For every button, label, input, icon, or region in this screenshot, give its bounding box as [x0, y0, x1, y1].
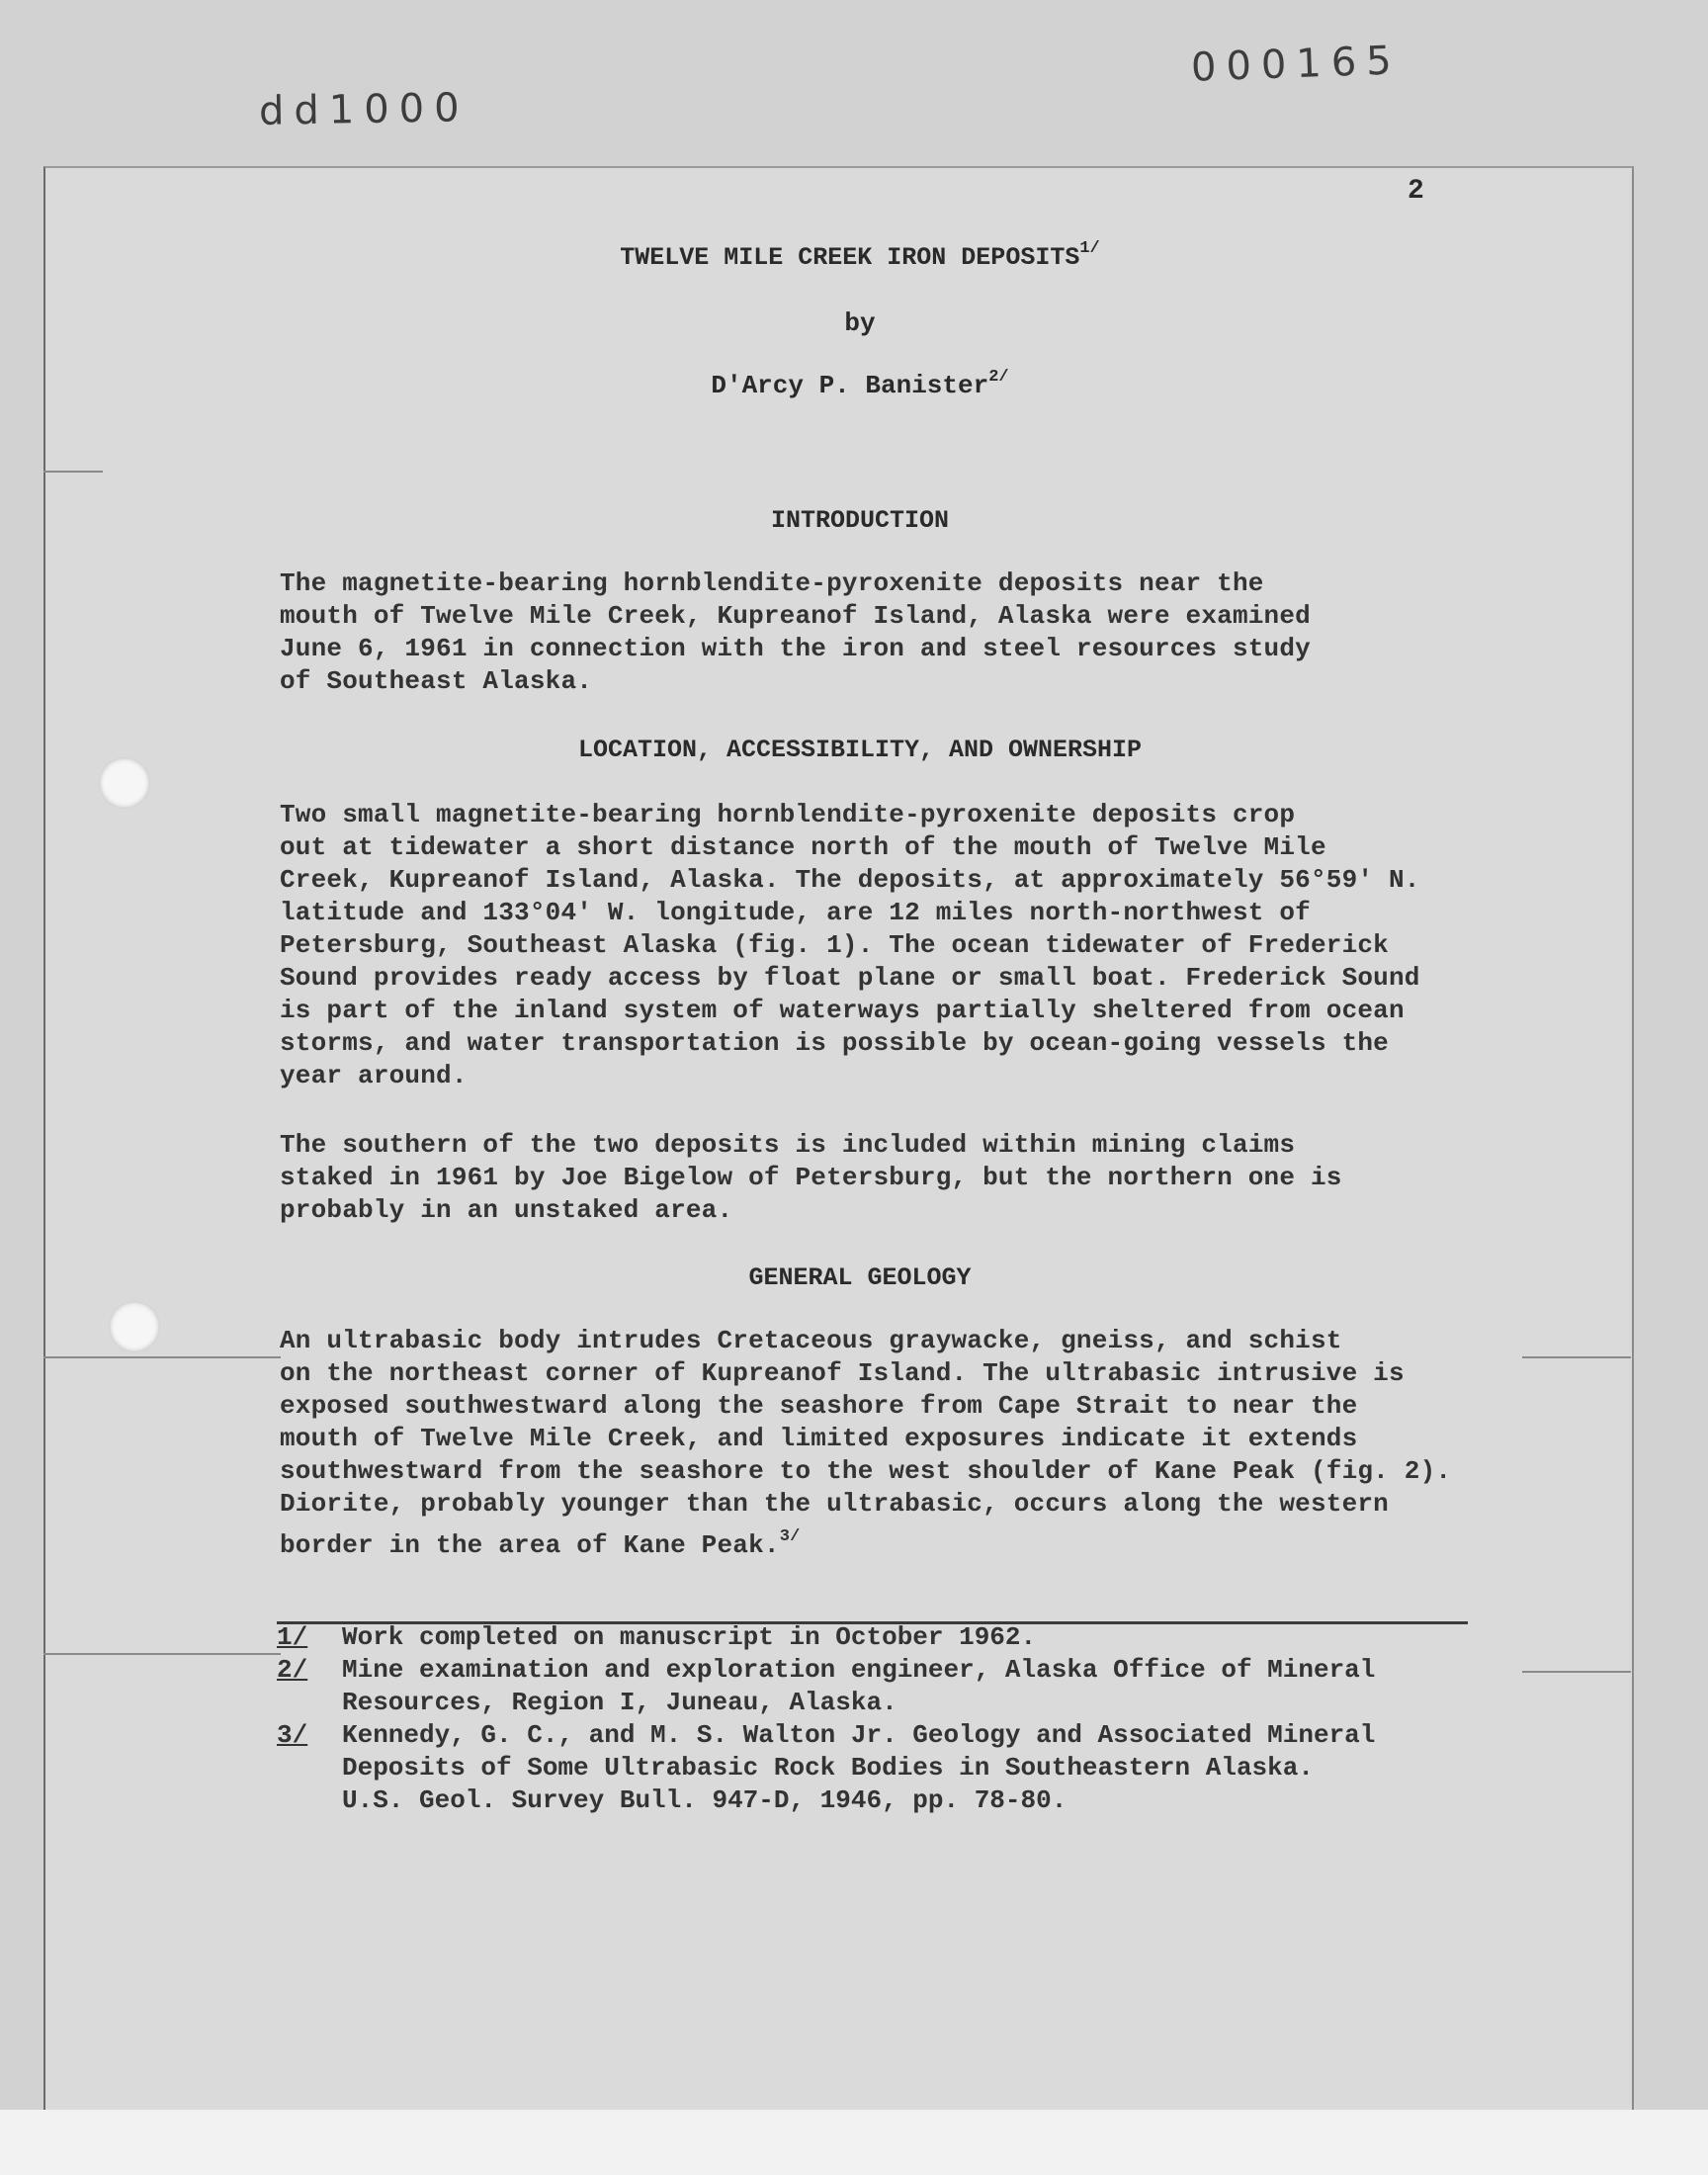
- edge-mark: [43, 1356, 281, 1358]
- author: [277, 368, 1443, 400]
- edge-mark: [43, 471, 103, 473]
- footnote-text: Mine examination and exploration engineer, Alaska Office of Mineral Resources, Region I, Juneau, Alaska.: [342, 1655, 1376, 1717]
- page-number: 2: [1408, 176, 1424, 207]
- document-title: [277, 239, 1443, 272]
- paragraph-location-1: Two small magnetite-bearing hornblendite-pyroxenite deposits crop out at tidewater a short distance north of the mouth of Twelve Mile Creek, Kupreanof Island, Alaska. The deposits, at approximately 56°59' N. latitude and 133°04' W. longitude, are 12 miles north-northwest of Petersburg, Southeast Alaska (fig. 1). The ocean tidewater of Frederick Sound provides ready access by float plane or small boat. Frederick Sound is part of the inland system of waterways partially sheltered from ocean storms, and water transportation is possible by ocean-going vessels the year around.: [280, 800, 1420, 1090]
- footnote-text: Kennedy, G. C., and M. S. Walton Jr. Geology and Associated Mineral Deposits of Some Ultrabasic Rock Bodies in Southeastern Alaska. U.S. Geol. Survey Bull. 947-D, 1946, pp. 78-80.: [342, 1720, 1376, 1815]
- handwritten-stamp-left: dd1000: [258, 85, 470, 134]
- footnotes: [277, 1621, 1542, 1817]
- punch-hole: [109, 1301, 160, 1352]
- punch-hole: [99, 757, 150, 809]
- footnote-text: Work completed on manuscript in October 1962.: [342, 1622, 1037, 1652]
- paragraph-introduction: The magnetite-bearing hornblendite-pyroxenite deposits near the mouth of Twelve Mile Creek, Kupreanof Island, Alaska were examined June 6, 1961 in connection with the iron and steel resources study of Southeast Alaska.: [280, 568, 1311, 696]
- footnote: [277, 1719, 1542, 1817]
- heading-introduction: INTRODUCTION: [770, 506, 950, 535]
- edge-mark: [43, 1653, 281, 1655]
- byline: by: [844, 308, 876, 338]
- footnote: [277, 1654, 1542, 1719]
- author-name: D'Arcy P. Banister: [711, 371, 989, 400]
- heading-location: LOCATION, ACCESSIBILITY, AND OWNERSHIP: [577, 736, 1143, 764]
- footnote-mark: 3/: [277, 1720, 308, 1750]
- title-footnote-ref: 1/: [1079, 239, 1100, 258]
- edge-mark: [1522, 1356, 1631, 1358]
- paragraph-location-2: The southern of the two deposits is included within mining claims staked in 1961 by Joe Bigelow of Petersburg, but the northern one is probably in an unstaked area.: [280, 1130, 1342, 1225]
- geology-footnote-ref: 3/: [779, 1527, 801, 1546]
- geology-text: An ultrabasic body intrudes Cretaceous graywacke, gneiss, and schist on the northeast corner of Kupreanof Island. The ultrabasic intrusive is exposed southwestward along the seashore from Cape Strait to near the mouth of Twelve Mile Creek, and limited exposures indicate it extends southwestward from the seashore to the west shoulder of Kane Peak (fig. 2). Diorite, probably younger than the ultrabasic, occurs along the western border in the area of Kane Peak.: [280, 1326, 1452, 1560]
- footnote: [277, 1621, 1542, 1654]
- scan-margin: [0, 2110, 1708, 2175]
- handwritten-stamp-right: 000165: [1190, 38, 1403, 91]
- author-footnote-ref: 2/: [988, 368, 1009, 387]
- heading-general-geology: GENERAL GEOLOGY: [748, 1263, 972, 1292]
- title-text: TWELVE MILE CREEK IRON DEPOSITS: [620, 243, 1080, 272]
- footnote-mark: 2/: [277, 1655, 308, 1685]
- footnote-mark: 1/: [277, 1622, 308, 1652]
- paragraph-general-geology: [280, 1325, 1525, 1562]
